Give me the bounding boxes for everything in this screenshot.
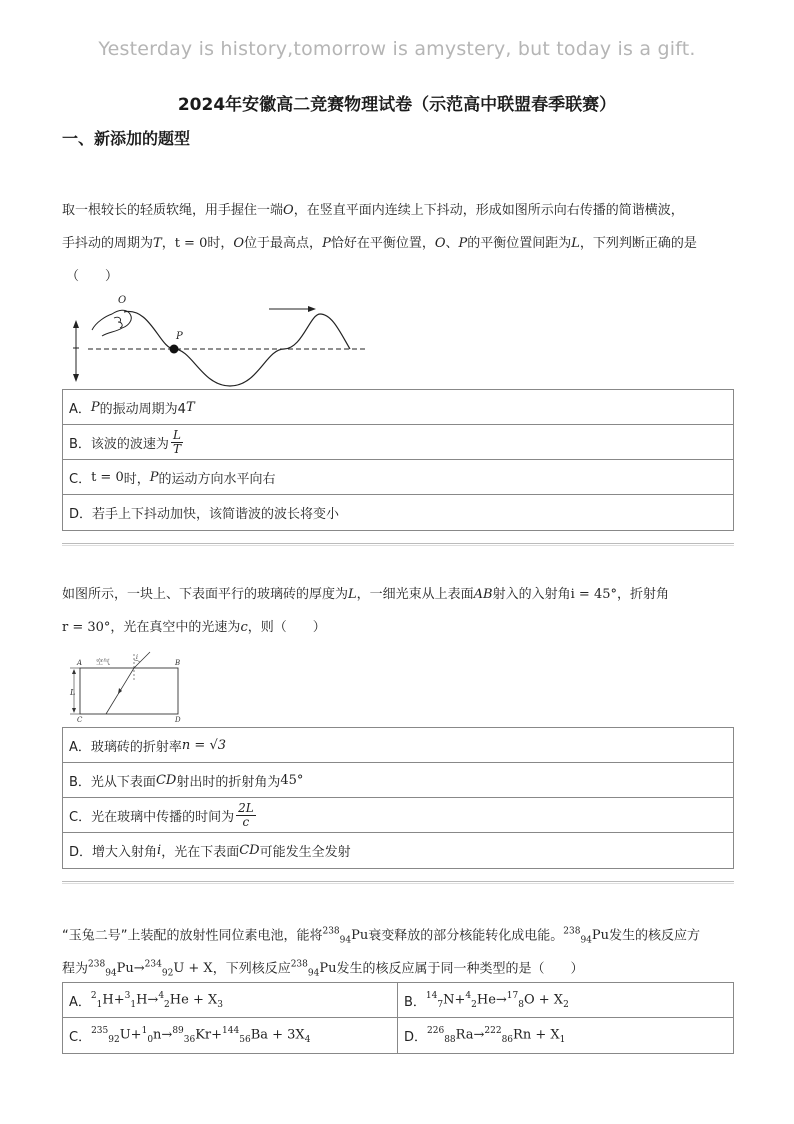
question-2-stem — [62, 578, 742, 644]
q1-option-D[interactable] — [63, 495, 733, 530]
option-letter: D． — [404, 1030, 428, 1045]
nuclide-Pu-238: $^{238}_{94}$Pu — [563, 927, 610, 946]
nuclide-Pu-238: $^{238}_{94}$Pu — [290, 960, 337, 979]
q1-var: O — [283, 203, 294, 218]
q1-var: O — [233, 236, 245, 251]
alpha-decay-equation: $^{226}_{88}Ra\to^{222}_{86}Rn + X_1$ — [427, 1026, 566, 1045]
option-letter: B． — [404, 994, 426, 1010]
q1-option-B[interactable] — [63, 425, 733, 460]
corner-label-D: D — [175, 716, 181, 724]
q1-options-table — [62, 389, 734, 531]
q2-text: ，折射角 — [617, 587, 670, 602]
option-var: P — [149, 469, 159, 485]
option-text: 射出时的折射角为 — [176, 774, 281, 790]
option-text: ，光在下表面 — [161, 845, 240, 860]
q2-var: AB — [473, 587, 493, 602]
q1-var: O — [434, 236, 446, 251]
option-letter: A． — [69, 401, 91, 417]
q3-option-A[interactable] — [63, 983, 398, 1018]
q3-option-D[interactable] — [398, 1018, 733, 1053]
q2-text: 如图所示，一块上、下表面平行的玻璃砖的厚度为 — [62, 587, 349, 602]
option-text: 可能发生全发射 — [259, 845, 351, 860]
q1-answer-blank: （ ） — [66, 269, 119, 284]
option-text: 光从下表面 — [90, 774, 156, 790]
dimension-arrow-up — [72, 669, 76, 674]
fission-equation: $^{235}_{92}U+^1_0n\to^{89}_{36}Kr+^{144}_{56}Ba + 3X_4$ — [91, 1026, 311, 1045]
option-letter: D． — [69, 507, 93, 522]
q2-text: ，光在真空中的光速为 — [110, 620, 241, 635]
option-text: 玻璃砖的折射率 — [90, 739, 182, 755]
q1-text: 恰好在平衡位置， — [330, 236, 435, 251]
hand-icon — [92, 310, 131, 336]
option-text: 光在玻璃中传播的时间为 — [91, 809, 235, 825]
option-text: 的振动周期为4 — [99, 401, 186, 417]
q2-text: ，则（ ） — [247, 620, 326, 635]
wave-label-P: P — [176, 331, 183, 342]
option-letter: B． — [69, 774, 91, 790]
q1-math: t = 0 — [174, 236, 208, 251]
arrow-up-head — [73, 320, 79, 328]
fraction-L-over-T — [171, 429, 183, 456]
question-divider — [62, 881, 734, 884]
fraction-numerator: 2L — [238, 800, 254, 815]
question-1-stem — [62, 194, 742, 293]
q1-var: P — [322, 236, 331, 251]
q1-var: P — [458, 236, 468, 251]
glass-brick-figure — [62, 648, 192, 724]
q1-var: L — [571, 236, 580, 251]
option-var: P — [90, 399, 100, 415]
q1-text: ， — [161, 236, 175, 251]
q2-option-C[interactable] — [63, 798, 733, 833]
option-text: 时， — [123, 471, 150, 487]
corner-label-A: A — [77, 659, 83, 667]
q1-text: 的平衡位置间距为 — [467, 236, 572, 251]
option-var: i — [157, 843, 162, 858]
dimension-arrow-down — [72, 708, 76, 713]
option-var: CD — [155, 772, 177, 788]
point-P-marker — [170, 345, 179, 354]
q2-option-B[interactable] — [63, 763, 733, 798]
fraction-numerator: L — [172, 427, 181, 442]
fraction-denominator: c — [242, 814, 250, 829]
glass-brick — [80, 668, 178, 714]
q3-options-table — [62, 982, 734, 1054]
q3-text: “玉兔二号”上装配的放射性同位素电池，能将 — [62, 928, 323, 944]
fraction-2L-over-c — [236, 802, 256, 829]
nuclide-Pu-238: $^{238}_{94}$Pu — [322, 927, 369, 946]
q3-text: 衰变释放的部分核能转化成电能。 — [368, 928, 564, 944]
option-letter: C． — [69, 809, 92, 825]
q1-text: ，下列判断正确的是 — [579, 236, 697, 251]
q2-var: c — [240, 620, 248, 635]
q1-option-A[interactable] — [63, 390, 733, 425]
hand-finger-lines — [114, 317, 122, 328]
corner-label-C: C — [77, 716, 83, 724]
q1-option-C[interactable] — [63, 460, 733, 495]
option-var: T — [185, 399, 195, 415]
option-text: 的运动方向水平向右 — [158, 471, 276, 487]
wave-label-O: O — [118, 295, 127, 306]
q3-text: 程为 — [62, 961, 89, 977]
propagation-arrow-head — [308, 306, 316, 312]
option-text: 增大入射角 — [92, 845, 158, 860]
wave-figure — [62, 292, 372, 388]
label-L: L — [70, 688, 76, 697]
q3-text: ，下列核反应 — [212, 961, 291, 977]
option-text: 若手上下抖动加快，该简谐波的波长将变小 — [92, 507, 340, 522]
option-math: n = √3 — [181, 737, 227, 753]
option-letter: A． — [69, 994, 91, 1010]
q2-var: L — [348, 587, 357, 602]
q3-option-C[interactable] — [63, 1018, 398, 1053]
option-math: t = 0 — [91, 469, 124, 485]
q2-text: 射入的入射角 — [492, 587, 571, 602]
option-math: 45° — [280, 772, 304, 788]
option-letter: B． — [69, 436, 91, 452]
fusion-equation: $^2_1H+^3_1H\to^4_2He + X_3$ — [90, 990, 223, 1010]
section-heading: 一、新添加的题型 — [62, 129, 191, 148]
option-var: CD — [239, 843, 260, 858]
q3-text: 发生的核反应方 — [609, 928, 701, 944]
q1-text: ，在竖直平面内连续上下抖动，形成如图所示向右传播的简谐横波， — [293, 203, 684, 218]
arrow-down-head — [73, 374, 79, 382]
q1-text: 位于最高点， — [244, 236, 323, 251]
option-letter: C． — [69, 471, 92, 487]
question-divider — [62, 543, 734, 546]
q1-text: 、 — [445, 236, 459, 251]
corner-label-B: B — [175, 659, 181, 667]
document-title: 2024年安徽高二竞赛物理试卷（示范高中联盟春季联赛） — [177, 95, 617, 115]
q2-math: r = 30° — [62, 620, 111, 635]
option-text: 该波的波速为 — [90, 436, 169, 452]
question-3-stem — [62, 916, 742, 982]
q2-option-D[interactable] — [63, 833, 733, 868]
label-i: i — [136, 654, 138, 661]
option-letter: C． — [69, 1030, 92, 1045]
q2-text: ，一细光束从上表面 — [356, 587, 474, 602]
q3-text: 发生的核反应属于同一种类型的是（ ） — [336, 961, 584, 977]
q1-text: 手抖动的周期为 — [62, 236, 154, 251]
q1-text: 时， — [207, 236, 234, 251]
transmutation-equation: $^{14}_7N+^4_2He\to^{17}_8O + X_2$ — [425, 990, 569, 1010]
q2-option-A[interactable] — [63, 728, 733, 763]
q3-option-B[interactable] — [398, 983, 733, 1018]
q1-text: 取一根较长的轻质软绳，用手握住一端 — [62, 203, 284, 218]
label-air: 空气 — [96, 658, 110, 666]
watermark: Yesterday is history,tomorrow is amystery, but today is a gift. — [98, 38, 696, 60]
option-letter: D． — [69, 845, 93, 860]
q2-options-table — [62, 727, 734, 869]
q1-var: T — [153, 236, 162, 251]
option-letter: A． — [69, 739, 91, 755]
decay-equation: $^{238}_{94}$Pu→$^{234}_{92}$U + X — [88, 960, 213, 979]
q2-math: i = 45° — [570, 587, 617, 602]
fraction-denominator: T — [172, 441, 181, 456]
